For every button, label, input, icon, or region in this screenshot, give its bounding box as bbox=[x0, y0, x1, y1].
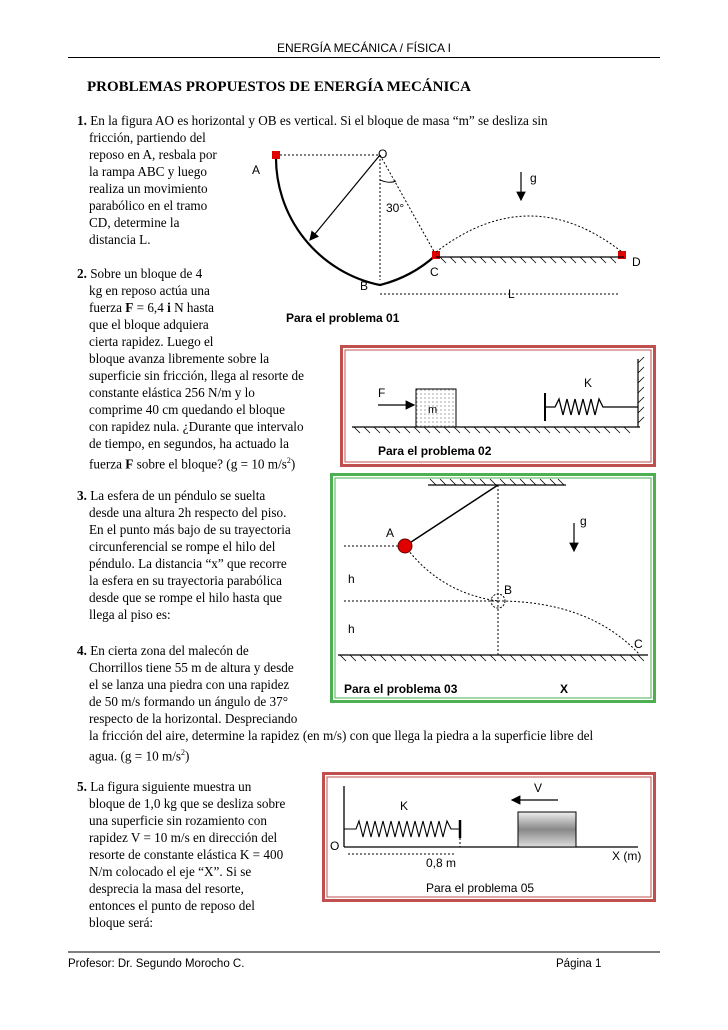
problem-1-line-4: la rampa ABC y luego bbox=[89, 164, 207, 179]
problem-1-line-3: reposo en A, resbala por bbox=[89, 147, 217, 162]
label-distance: 0,8 m bbox=[426, 856, 457, 870]
footer-author: Profesor: Dr. Segundo Morocho C. bbox=[68, 958, 245, 970]
problem-5-line-2: bloque de 1,0 kg que se desliza sobre bbox=[89, 796, 286, 811]
problem-3-line-1: 3. La esfera de un péndulo se suelta bbox=[77, 488, 266, 503]
figure-3-caption: Para el problema 03 bbox=[344, 682, 458, 696]
problem-1-line-2: fricción, partiendo del bbox=[89, 130, 206, 145]
spring bbox=[344, 821, 460, 837]
problem-4-line-6: la fricción del aire, determine la rapidez (en m/s) con que llega la piedra a la superficie libre del bbox=[89, 728, 594, 743]
problem-5-line-6: N/m colocado el eje “X”. Si se bbox=[89, 864, 252, 879]
label-v: V bbox=[534, 781, 543, 795]
label-a: A bbox=[252, 163, 261, 177]
pendulum-string bbox=[405, 485, 498, 546]
problem-2-line-7: superficie sin fricción, llega al resorte de bbox=[89, 368, 304, 383]
label-f: F bbox=[378, 386, 386, 400]
problem-3-line-4: circunferencial se rompe el hilo del bbox=[89, 539, 276, 554]
label-m: m bbox=[428, 404, 438, 416]
label-g: g bbox=[530, 171, 537, 185]
problem-2-line-4: que el bloque adquiera bbox=[89, 317, 209, 332]
marker-c bbox=[432, 251, 440, 259]
marker-d bbox=[618, 251, 626, 259]
block bbox=[518, 812, 576, 847]
spring bbox=[545, 399, 638, 415]
label-x: X bbox=[560, 682, 569, 696]
ramp-arc bbox=[276, 155, 436, 285]
document-title: PROBLEMAS PROPUESTOS DE ENERGÍA MECÁNICA bbox=[87, 79, 471, 95]
marker-a bbox=[272, 151, 280, 159]
problem-5-line-8: entonces el punto de reposo del bbox=[89, 898, 255, 913]
problem-1-line-8: distancia L. bbox=[89, 232, 151, 247]
label-k: K bbox=[400, 799, 409, 813]
label-c: C bbox=[430, 265, 439, 279]
label-o: O bbox=[330, 839, 340, 853]
problem-3-line-7: desde que se rompe el hilo hasta que bbox=[89, 590, 282, 605]
problem-2-line-12: fuerza F sobre el bloque? (g = 10 $m/s^2$) bbox=[89, 456, 296, 472]
problem-4-line-4: de 50 m/s formando un ángulo de 37° bbox=[89, 694, 289, 709]
ground-hatch bbox=[440, 257, 616, 263]
label-b: B bbox=[360, 279, 369, 293]
problem-5-line-9: bloque será: bbox=[89, 915, 154, 930]
projectile-path bbox=[498, 601, 640, 655]
header-rule bbox=[68, 57, 660, 58]
problem-4-line-3: el se lanza una piedra con una rapidez bbox=[89, 677, 290, 692]
problem-4-line-7: agua. (g = 10 $m/s^2$) bbox=[89, 748, 190, 764]
page-header: ENERGÍA MECÁNICA / FÍSICA I bbox=[276, 41, 452, 55]
figure-problem-2 bbox=[340, 345, 656, 467]
problem-4-line-5: respecto de la horizontal. Despreciando bbox=[89, 711, 298, 726]
problem-3-line-2: desde una altura 2h respecto del piso. bbox=[89, 505, 287, 520]
problem-5-line-3: una superficie sin rozamiento con bbox=[89, 813, 267, 828]
problem-2-line-8: constante elástica 256 N/m y lo bbox=[89, 385, 255, 400]
label-g: g bbox=[580, 514, 587, 528]
label-b: B bbox=[504, 583, 513, 597]
label-h-lower: h bbox=[348, 622, 355, 636]
figure-problem-1 bbox=[240, 140, 660, 330]
problem-3-line-6: la esfera en su trayectoria parabólica bbox=[89, 573, 282, 588]
ball-a bbox=[398, 539, 412, 553]
problem-2-line-11: de tiempo, en segundos, ha actuado la bbox=[89, 436, 289, 451]
problem-5-line-5: resorte de constante elástica K = 400 bbox=[89, 847, 284, 862]
label-o: O bbox=[378, 147, 388, 161]
problem-3-line-8: llega al piso es: bbox=[89, 607, 171, 622]
footer-page-number: Página 1 bbox=[556, 958, 602, 970]
label-x-axis: X (m) bbox=[612, 849, 642, 863]
problem-5-line-4: rapidez V = 10 m/s en dirección del bbox=[89, 830, 278, 845]
problem-2-line-6: bloque avanza libremente sobre la bbox=[89, 351, 270, 366]
parabolic-path bbox=[436, 216, 622, 252]
problem-5-line-1: 5. La figura siguiente muestra un bbox=[77, 779, 252, 794]
problem-2-line-2: kg en reposo actúa una bbox=[89, 283, 210, 298]
footer-rule bbox=[68, 951, 660, 953]
label-h-upper: h bbox=[348, 572, 355, 586]
figure-problem-5 bbox=[322, 772, 656, 902]
label-k: K bbox=[584, 376, 593, 390]
label-a: A bbox=[386, 526, 395, 540]
problem-5-line-7: desprecia la masa del resorte, bbox=[89, 881, 244, 896]
problem-3-line-3: En el punto más bajo de su trayectoria bbox=[89, 522, 291, 537]
figure-3-border bbox=[332, 475, 655, 702]
figure-1-caption: Para el problema 01 bbox=[286, 311, 400, 325]
problem-4-line-2: Chorrillos tiene 55 m de altura y desde bbox=[89, 660, 294, 675]
pendulum-path bbox=[405, 546, 498, 601]
label-l: L bbox=[508, 287, 515, 301]
problem-1-line-7: CD, determine la bbox=[89, 215, 180, 230]
figure-5-caption: Para el problema 05 bbox=[426, 881, 535, 895]
label-d: D bbox=[632, 255, 641, 269]
problem-2-line-1: 2. Sobre un bloque de 4 bbox=[77, 266, 203, 281]
problem-4-line-1: 4. En cierta zona del malecón de bbox=[77, 643, 249, 658]
label-c: C bbox=[634, 637, 643, 651]
problem-1-line-1: 1. En la figura AO es horizontal y OB es vertical. Si el bloque de masa “m” se desliza sin bbox=[77, 113, 548, 128]
figure-problem-3 bbox=[330, 473, 656, 703]
figure-2-caption: Para el problema 02 bbox=[378, 444, 492, 458]
problem-1-line-5: realiza un movimiento bbox=[89, 181, 208, 196]
label-angle: 30° bbox=[386, 201, 405, 215]
problem-1-line-6: parabólico en el tramo bbox=[89, 198, 208, 213]
problem-2-line-10: con rapidez nula. ¿Durante que intervalo bbox=[89, 419, 304, 434]
radius-arrow bbox=[310, 155, 380, 240]
problem-2-line-3: fuerza F = 6,4 i N hasta bbox=[89, 300, 214, 315]
problem-2-line-5: cierta rapidez. Luego el bbox=[89, 334, 214, 349]
problem-2-line-9: comprime 40 cm quedando el bloque bbox=[89, 402, 285, 417]
problem-3-line-5: péndulo. La distancia “x” que recorre bbox=[89, 556, 287, 571]
